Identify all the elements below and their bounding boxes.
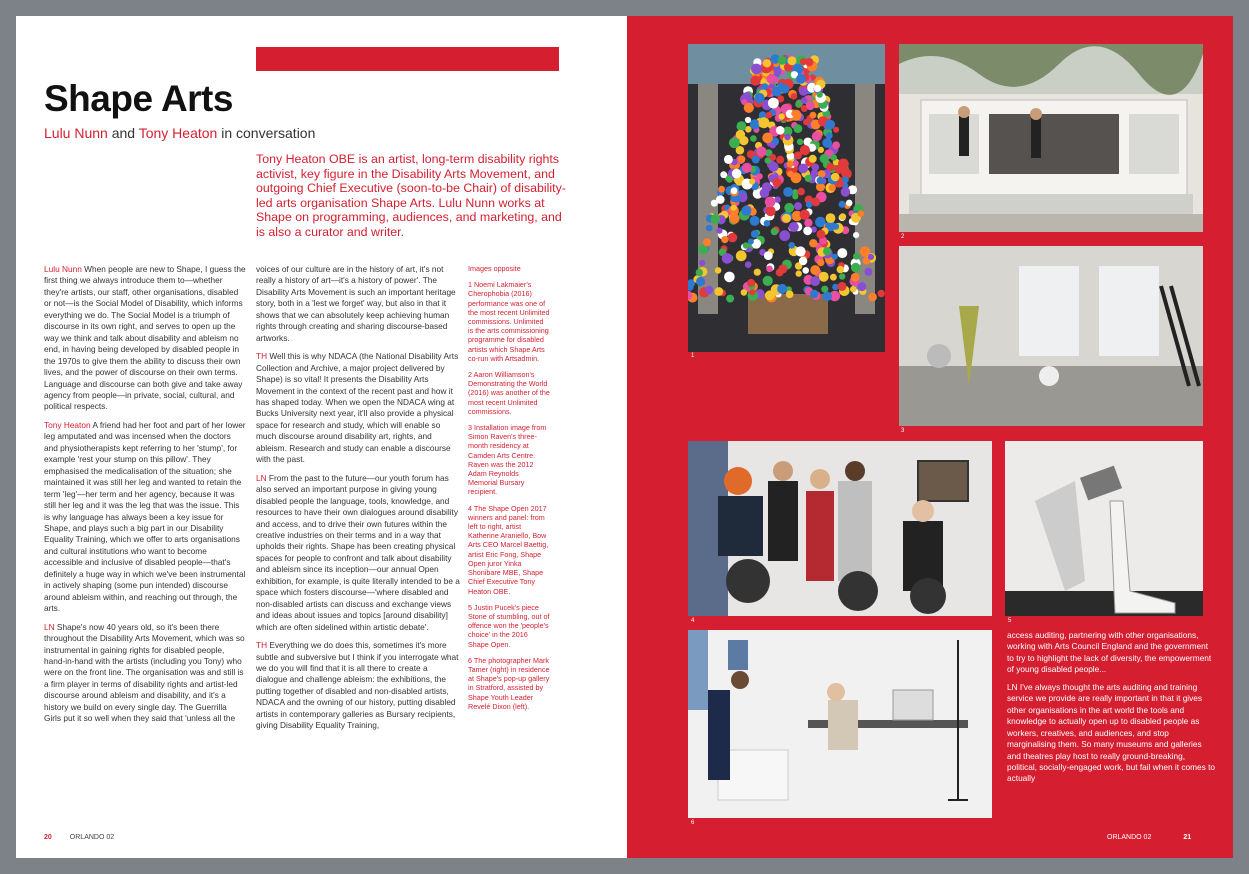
balloon: [736, 250, 747, 261]
balloon: [726, 176, 733, 183]
balloon: [842, 177, 849, 184]
photo-stage-performance: [899, 44, 1203, 232]
balloon: [703, 238, 711, 246]
balloon: [814, 85, 821, 92]
balloon: [800, 210, 810, 220]
balloon: [747, 279, 755, 287]
balloon: [750, 76, 760, 86]
balloon: [817, 230, 826, 239]
balloon: [770, 142, 776, 148]
balloon: [729, 214, 739, 224]
paragraph: [256, 640, 460, 732]
balloon: [718, 186, 725, 193]
balloon: [800, 145, 810, 155]
paragraph-text: When people are new to Shape, I guess the first thing we always introduce them to—whether they're artists, our staff, other organisations, disabled or not—is the Social Model of Disability, which informs everything we do. The Social Model is a triumph of discourse in its own right, and serves to open up the way we think and talk about disability and ableism no end, in having being developed by disabled people in the 1970s to give them the ability to discuss their own lives, and the power of discourse on their own terms. Language and discourse can both give and take away agency from people—in private, social, cultural, and political respects.: [44, 264, 246, 412]
balloon: [750, 135, 757, 142]
balloon: [769, 162, 779, 172]
photo-group-winners: [688, 441, 992, 616]
balloon: [749, 289, 755, 295]
balloon: [846, 200, 853, 207]
paragraph: [256, 473, 460, 633]
balloon: [818, 170, 826, 178]
balloon: [809, 155, 817, 163]
balloon: [696, 277, 705, 286]
balloon: [864, 268, 872, 276]
balloon: [772, 178, 781, 187]
balloon: [742, 163, 752, 173]
balloon: [796, 270, 802, 276]
balloon: [832, 141, 840, 149]
balloon: [830, 154, 837, 161]
balloon: [794, 124, 803, 133]
paragraph: [256, 351, 460, 466]
balloon: [784, 203, 794, 213]
speaker-label: TH: [256, 640, 268, 651]
balloon: [878, 290, 885, 297]
balloon: [806, 201, 813, 208]
balloon: [857, 282, 866, 291]
right-body-text: [1007, 630, 1217, 791]
balloon: [791, 110, 798, 117]
balloon: [805, 58, 813, 66]
photo-number: 1: [691, 353, 695, 359]
balloon: [818, 147, 824, 153]
balloon: [731, 205, 737, 211]
left-folio: [44, 834, 114, 841]
balloon: [803, 119, 809, 125]
balloon: [732, 169, 742, 179]
balloon: [750, 119, 760, 129]
article-title: Shape Arts: [44, 78, 233, 119]
balloon: [857, 210, 864, 217]
balloon: [826, 132, 833, 139]
paragraph-text: voices of our culture are in the history of art, it's not really a history of art—it's a history of power'. The Disability Arts Movement is such an important heritage story, both in a 'lest we forget' way, but also in that it shows that we can absolutely keep achieving human rights through creating and sharing discourse-based artworks.: [256, 264, 456, 343]
balloon: [741, 289, 748, 296]
balloon: [721, 236, 728, 243]
balloon: [699, 260, 705, 266]
balloon: [797, 139, 803, 145]
photo-boot-sculpture: [1005, 441, 1203, 616]
balloon: [851, 273, 860, 282]
balloon: [756, 173, 762, 179]
balloon: [784, 134, 790, 140]
article-subtitle: [44, 125, 315, 141]
balloon: [764, 220, 771, 227]
balloon: [726, 295, 734, 303]
balloon: [839, 201, 846, 208]
balloon: [750, 216, 760, 226]
balloon: [787, 171, 794, 178]
balloon: [837, 248, 847, 258]
balloon: [787, 161, 794, 168]
balloon: [705, 286, 713, 294]
balloon: [715, 267, 722, 274]
balloon: [752, 156, 760, 164]
balloon: [838, 282, 847, 291]
paragraph: LN I've always thought the arts auditing and training service we provide are really important in that it gives other organisations in the art world the tools and knowledge to actually open up to disabled people as workers, creatives, and audiences, and stop marginalising them. So many museums and galleries and theatres play host to really ground-breaking, political, socially-engaged work, but fail when it comes to actually: [1007, 681, 1215, 784]
balloon: [766, 112, 773, 119]
balloon: [797, 188, 805, 196]
balloon: [759, 117, 770, 128]
paragraph: [256, 264, 460, 344]
caption-item: 1 Noemi Lakmaier's Cherophobia (2016) performance was one of the most recent Unlimited commissions. Unlimited is the arts commissioning programme for disabled artists which Shape Arts co-run with Artsadmin.: [468, 280, 550, 363]
balloon: [711, 214, 721, 224]
photo-number: 6: [691, 820, 695, 826]
balloon: [825, 120, 835, 130]
balloon: [720, 171, 727, 178]
balloon: [786, 290, 794, 298]
balloon: [801, 97, 808, 104]
balloon: [810, 276, 820, 286]
balloon: [754, 269, 761, 276]
left-page-number: 20: [44, 834, 52, 841]
balloon: [775, 196, 781, 202]
balloon: [837, 266, 844, 273]
speaker-label: LN: [256, 472, 267, 483]
caption-item: 4 The Shape Open 2017 winners and panel: from left to right, artist Katherine Araniello, Bow Arts CEO Marcel Baettig, artist Eric Fong, Shape Open juror Yinka Shonibare MBE, Shape Chief Executive Tony Heaton OBE.: [468, 503, 549, 596]
right-page-number: 21: [1183, 834, 1192, 841]
balloon: [799, 257, 807, 265]
subtitle-rest: in conversation: [221, 125, 316, 141]
balloon: [795, 246, 805, 256]
balloon: [850, 286, 857, 293]
balloon: [763, 59, 771, 67]
photo-number: 3: [901, 428, 905, 434]
balloon: [810, 290, 818, 298]
balloon: [706, 225, 713, 232]
balloon: [741, 99, 747, 105]
balloon: [767, 74, 777, 84]
balloon: [781, 84, 790, 93]
balloon: [778, 264, 787, 273]
balloon: [722, 253, 733, 264]
balloon: [754, 93, 764, 103]
speaker-label: Lulu Nunn: [44, 264, 82, 274]
balloon: [711, 200, 718, 207]
balloon: [789, 222, 799, 232]
intro-paragraph: Tony Heaton OBE is an artist, long-term disability rights activist, key figure in the Disability Arts Movement, and outgoing Chief Executive (soon-to-be Chair) of disability-led arts organisation Shape Arts. Lulu Nunn works at Shape on programming, audiences, and marketing, and is also a curator and writer.: [256, 152, 566, 239]
balloon: [831, 173, 840, 182]
balloon: [783, 187, 793, 197]
paragraph-text: A friend had her foot and part of her lower leg amputated and was incensed when the doctors and physiotherapists kept referring to her 'stump', for example 'rest your stump on this pillow'. They emphasised the medicalisation of the situation; she maintained it was still her leg and wanted to retain the term 'leg'—her term and her agency, because it was still her leg and it was the leg that was the issue. This is why language has always been a key issue for Shape, and plays such a big part in our Disability Equality Training, which we offer to arts organisations and cultural institutions who want to become accessible and inclusive of disabled people—that's definitely a huge way in which we've been instrumental in actively shaping (some pun intended) discourse around ableism within, and reaching out through, the arts.: [44, 419, 246, 614]
left-page: [16, 16, 627, 858]
balloon: [749, 178, 755, 184]
balloon: [714, 287, 723, 296]
balloon: [853, 232, 859, 238]
balloon: [762, 133, 773, 144]
balloon: [823, 292, 832, 301]
paragraph: [44, 622, 246, 725]
body-column-1: [44, 264, 246, 732]
photo-number: 4: [691, 618, 695, 624]
paragraph-text: Shape's now 40 years old, so it's been there throughout the Disability Arts Movement, which was so instrumental in gaining rights for disabled people, hand-in-hand with the artists (including you Tony) who were on the front line. The organisation was and still is a firm player in terms of disability rights and artist-led discourse around ableism and disability, and it's a history we build on every single day. The Guerrilla Girls put it so well when they said that 'unless all the: [44, 621, 245, 724]
balloon: [696, 269, 703, 276]
balloon: [860, 246, 870, 256]
balloon: [743, 242, 749, 248]
balloon: [724, 272, 735, 283]
balloon: [776, 126, 785, 135]
photo-number: 5: [1008, 618, 1012, 624]
balloon: [799, 87, 808, 96]
balloon: [745, 261, 752, 268]
balloon: [779, 230, 790, 241]
caption-item: 5 Justin Pucek's piece Stone of stumbling, out of offence won the 'people's choice' in the 2016 Shape Open.: [468, 602, 550, 649]
right-folio: [1107, 834, 1191, 841]
balloon: [738, 156, 745, 163]
balloon: [839, 273, 845, 279]
balloon: [779, 113, 785, 119]
balloon: [810, 112, 817, 119]
balloon: [822, 138, 832, 148]
balloon: [819, 272, 829, 282]
balloon: [809, 239, 817, 247]
balloon: [853, 253, 860, 260]
balloon: [821, 286, 828, 293]
balloon: [817, 92, 823, 98]
balloon: [768, 98, 779, 109]
balloon: [729, 137, 740, 148]
balloon: [778, 56, 787, 65]
balloon: [766, 266, 773, 273]
balloon: [787, 56, 796, 65]
balloon: [763, 276, 773, 286]
balloon: [751, 64, 762, 75]
balloon: [811, 197, 820, 206]
balloon: [802, 267, 809, 274]
balloon: [812, 131, 822, 141]
paragraph-text: Well this is why NDACA (the National Disability Arts Collection and Archive, a major project delivered by Shape) is so vital! It presents the Disability Arts Movement in the context of the recent past and how it has shaped today. When we open the NDACA wing at Bucks University next year, it'll also provide a physical space for research and study, which will enable so much discourse around disability art, rights, and ableism. Research and study can enable a discourse with the past.: [256, 351, 459, 465]
balloon: [798, 164, 808, 174]
balloon: [792, 193, 798, 199]
paragraph-text: Everything we do does this, sometimes it's more subtle and subversive but I think if you interrogate what we do you will find that it is all there to create a dialogue and challenge ableism: the exhibitions, the putting together of disabled and non-disabled artists, NDACA and the owning of our history, putting disabled artists in contemporary galleries as Bursary recipients, giving Disability Equality Training,: [256, 640, 459, 731]
balloon: [791, 93, 798, 100]
captions-heading: Images opposite: [468, 264, 521, 273]
balloon: [764, 251, 773, 260]
balloon: [716, 228, 722, 234]
balloon: [724, 155, 733, 164]
balloon: [782, 214, 791, 223]
balloon: [841, 187, 851, 197]
balloon: [792, 160, 798, 166]
balloon: [745, 117, 751, 123]
speaker-label: LN: [44, 621, 55, 632]
balloon: [731, 187, 738, 194]
balloon: [829, 184, 836, 191]
right-magazine-name: ORLANDO 02: [1107, 834, 1152, 841]
balloon: [777, 284, 787, 294]
balloon: [771, 228, 778, 235]
paragraph: [44, 264, 246, 413]
balloon: [748, 239, 754, 245]
balloon: [868, 293, 877, 302]
balloon: [810, 265, 820, 275]
balloon: [838, 159, 849, 170]
balloon: [811, 170, 818, 177]
balloon: [776, 156, 784, 164]
paragraph: access auditing, partnering with other organisations, working with Arts Council England and the government to try to highlight the lack of diversity, the empowerment of young disabled people...: [1007, 630, 1212, 675]
paragraph: [44, 420, 246, 615]
speaker-label: Tony Heaton: [44, 419, 91, 430]
balloon: [839, 213, 846, 220]
author-name-1: Lulu Nunn: [44, 125, 108, 141]
red-header-bar: [256, 47, 559, 71]
captions-column: [468, 264, 550, 718]
caption-item: 2 Aaron Williamson's Demonstrating the World (2016) was another of the most recent Unlimited commissions.: [468, 370, 550, 416]
body-column-2: [256, 264, 460, 739]
paragraph-text: From the past to the future—our youth forum has also served an important purpose in giving young disabled people the language, tools, knowledge, and resources to have their own dialogues around disability and access, and to drive their own futures within the creative industries on their terms and in a way that upholds their rights. Shape has been creating physical spaces for people to confront and talk about disability and ableism since its inception—our annual Open exhibition, for example, is quite literally intended to be a space which fosters discourse—'where disabled and non-disabled artists can discuss and exchange views and ideas about issues and topics [around disability] which are often sidelined within artistic debate'.: [256, 472, 460, 632]
balloon: [757, 147, 767, 157]
balloon: [762, 182, 772, 192]
balloon: [736, 130, 745, 139]
balloon: [794, 202, 802, 210]
left-magazine-name: ORLANDO 02: [69, 834, 115, 841]
balloon: [765, 197, 776, 208]
balloon: [830, 274, 837, 281]
balloon: [788, 242, 795, 249]
author-name-2: Tony Heaton: [138, 125, 218, 141]
balloon: [737, 121, 747, 131]
photo-number: 2: [901, 234, 905, 240]
balloon: [817, 177, 824, 184]
caption-item: 6 The photographer Mark Tamer (right) in residence at Shape's pop-up gallery in Stratford, assisted by Shape Youth Leader Revelé Dixon (left).: [468, 655, 550, 711]
balloon: [741, 206, 751, 216]
subtitle-and: and: [111, 125, 136, 141]
balloon: [826, 213, 836, 223]
balloon: [769, 154, 776, 161]
balloon: [851, 263, 861, 273]
balloon: [804, 219, 812, 227]
photo-residency: [688, 630, 992, 818]
balloon: [820, 154, 829, 163]
balloon: [803, 226, 812, 235]
balloon: [796, 74, 806, 84]
balloon: [728, 233, 738, 243]
balloon: [806, 101, 815, 110]
balloon: [765, 290, 775, 300]
balloon: [766, 206, 776, 216]
balloon: [832, 254, 838, 260]
photo-balloons: [688, 44, 885, 352]
right-page: [627, 16, 1233, 858]
balloon: [817, 259, 824, 266]
balloon: [833, 127, 839, 133]
speaker-label: TH: [256, 351, 268, 362]
balloon: [805, 175, 812, 182]
caption-item: 3 Installation image from Simon Raven's three-month residency at Camden Arts Centre. Raven was the 2012 Adam Reynolds Memorial Bursary recipient.: [468, 423, 547, 497]
balloon: [823, 247, 831, 255]
photo-installation: [899, 246, 1203, 426]
balloon: [762, 83, 769, 90]
